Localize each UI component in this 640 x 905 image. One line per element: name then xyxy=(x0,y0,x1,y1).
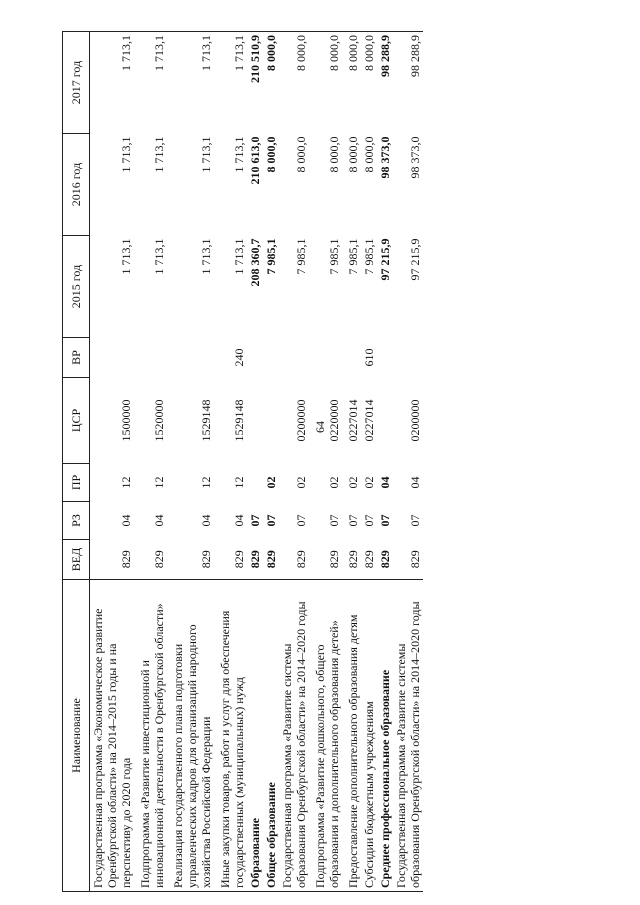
header-name: Наименование xyxy=(63,580,90,892)
cell-2015: 7 985,1 xyxy=(362,238,376,275)
table-row xyxy=(247,32,263,892)
cell-vr xyxy=(247,338,263,378)
cell-2015: 7 985,1 xyxy=(327,238,341,275)
cell-rz: 07 xyxy=(248,514,262,527)
cell-pr: 02 xyxy=(346,476,360,489)
table-row xyxy=(279,32,312,892)
cell-2017: 8 000,0 xyxy=(345,32,361,134)
cell-csr: 0227014 xyxy=(346,399,360,442)
cell-2017: 8 000,0 xyxy=(361,32,377,134)
cell-2015: 1 713,1 xyxy=(232,238,246,275)
page-number: 64 xyxy=(313,421,327,433)
cell-vr xyxy=(393,338,423,378)
table-row xyxy=(90,32,138,892)
cell-name: Субсидии бюджетным учреждениям xyxy=(361,580,377,892)
table-row xyxy=(137,32,170,892)
cell-pr: 04 xyxy=(378,476,392,489)
cell-name: Предоставление дополнительного образования детям xyxy=(345,580,361,892)
cell-vr xyxy=(312,338,345,378)
table-row xyxy=(312,32,345,892)
cell-ved: 829 xyxy=(232,550,246,569)
cell-2016: 8 000,0 xyxy=(346,136,360,173)
budget-table xyxy=(62,31,423,892)
cell-vr: 610 xyxy=(362,348,376,367)
cell-name: Иные закупки товаров, работ и услуг для обеспечения государственных (муниципальных) нужд xyxy=(217,580,247,892)
cell-2016: 8 000,0 xyxy=(294,136,308,173)
cell-2016: 8 000,0 xyxy=(327,136,341,173)
cell-pr: 02 xyxy=(264,476,278,489)
cell-pr: 12 xyxy=(152,476,166,489)
cell-csr: 1529148 xyxy=(199,399,213,442)
cell-2015: 97 215,9 xyxy=(408,238,422,281)
cell-name: Подпрограмма «Развитие дошкольного, общего образования и дополнительного образования детей» xyxy=(312,580,345,892)
header-2017: 2017 год xyxy=(63,32,90,134)
cell-ved: 829 xyxy=(119,550,133,569)
table-body xyxy=(90,32,424,892)
header-2016: 2016 год xyxy=(63,134,90,236)
cell-pr: 04 xyxy=(408,476,422,489)
cell-2017: 1 713,1 xyxy=(170,32,217,134)
cell-vr xyxy=(279,338,312,378)
cell-csr: 1529148 xyxy=(232,399,246,442)
header-vr: ВР xyxy=(63,338,90,378)
header-ved: ВЕД xyxy=(63,540,90,580)
cell-csr xyxy=(377,378,393,464)
cell-rz: 04 xyxy=(199,514,213,527)
cell-2015: 97 215,9 xyxy=(378,238,392,281)
cell-2015: 7 985,1 xyxy=(294,238,308,275)
cell-2016: 1 713,1 xyxy=(199,136,213,173)
cell-vr xyxy=(90,338,138,378)
cell-csr: 0200000 xyxy=(408,399,422,442)
cell-pr: 02 xyxy=(294,476,308,489)
cell-2015: 7 985,1 xyxy=(346,238,360,275)
cell-vr: 240 xyxy=(232,348,246,367)
cell-name: Образование xyxy=(247,580,263,892)
cell-pr xyxy=(247,464,263,502)
table-row xyxy=(345,32,361,892)
table-row xyxy=(170,32,217,892)
cell-vr xyxy=(170,338,217,378)
cell-csr: 1520000 xyxy=(152,399,166,442)
cell-vr xyxy=(345,338,361,378)
cell-ved: 829 xyxy=(378,550,392,569)
cell-pr: 12 xyxy=(232,476,246,489)
cell-2017: 8 000,0 xyxy=(263,32,279,134)
cell-2017: 98 288,9 xyxy=(393,32,423,134)
cell-name: Государственная программа «Развитие системы образования Оренбургской области» на 2014–2020 годы xyxy=(279,580,312,892)
cell-csr: 0220000 xyxy=(327,399,341,442)
cell-2016: 98 373,0 xyxy=(378,136,392,179)
cell-ved: 829 xyxy=(264,550,278,569)
cell-2015: 1 713,1 xyxy=(119,238,133,275)
cell-2017: 8 000,0 xyxy=(279,32,312,134)
cell-2017: 1 713,1 xyxy=(90,32,138,134)
cell-name: Реализация государственного плана подготовки управленческих кадров для организаций народного хозяйства Российской Федерации xyxy=(170,580,217,892)
cell-2016: 210 613,0 xyxy=(248,136,262,185)
cell-ved: 829 xyxy=(327,550,341,569)
cell-2016: 1 713,1 xyxy=(232,136,246,173)
cell-2017: 210 510,9 xyxy=(247,32,263,134)
table-row xyxy=(377,32,393,892)
cell-rz: 07 xyxy=(327,514,341,527)
cell-pr: 02 xyxy=(362,476,376,489)
cell-2015: 1 713,1 xyxy=(152,238,166,275)
cell-ved: 829 xyxy=(408,550,422,569)
cell-2016: 1 713,1 xyxy=(152,136,166,173)
table-row xyxy=(361,32,377,892)
cell-name: Государственная программа «Экономическое развитие Оренбургской области» на 2014–2015 годы и на перспективу до 2020 года xyxy=(90,580,138,892)
header-pr: ПР xyxy=(63,464,90,502)
cell-rz: 07 xyxy=(346,514,360,527)
cell-2016: 98 373,0 xyxy=(408,136,422,179)
cell-2017: 8 000,0 xyxy=(312,32,345,134)
cell-rz: 07 xyxy=(294,514,308,527)
cell-csr: 1500000 xyxy=(119,399,133,442)
cell-2017: 1 713,1 xyxy=(137,32,170,134)
cell-pr: 12 xyxy=(199,476,213,489)
cell-2016: 8 000,0 xyxy=(264,136,278,173)
cell-2015: 1 713,1 xyxy=(199,238,213,275)
cell-rz: 04 xyxy=(152,514,166,527)
cell-2016: 1 713,1 xyxy=(119,136,133,173)
cell-ved: 829 xyxy=(248,550,262,569)
cell-ved: 829 xyxy=(152,550,166,569)
cell-csr xyxy=(247,378,263,464)
cell-rz: 04 xyxy=(119,514,133,527)
cell-rz: 04 xyxy=(232,514,246,527)
cell-vr xyxy=(263,338,279,378)
header-rz: РЗ xyxy=(63,502,90,540)
cell-name: Общее образование xyxy=(263,580,279,892)
table-row xyxy=(263,32,279,892)
table-row xyxy=(217,32,247,892)
cell-rz: 07 xyxy=(362,514,376,527)
cell-pr: 02 xyxy=(327,476,341,489)
cell-csr: 0200000 xyxy=(294,399,308,442)
cell-2015: 7 985,1 xyxy=(264,238,278,275)
cell-rz: 07 xyxy=(378,514,392,527)
cell-2017: 98 288,9 xyxy=(377,32,393,134)
cell-2015: 208 360,7 xyxy=(248,238,262,287)
cell-2016: 8 000,0 xyxy=(362,136,376,173)
cell-name: Среднее профессиональное образование xyxy=(377,580,393,892)
cell-rz: 07 xyxy=(264,514,278,527)
cell-pr: 12 xyxy=(119,476,133,489)
cell-ved: 829 xyxy=(346,550,360,569)
cell-csr xyxy=(263,378,279,464)
header-2015: 2015 год xyxy=(63,236,90,338)
cell-ved: 829 xyxy=(199,550,213,569)
table-row xyxy=(393,32,423,892)
cell-name: Государственная программа «Развитие системы образования Оренбургской области» на 2014–2020 годы xyxy=(393,580,423,892)
cell-name: Подпрограмма «Развитие инвестиционной и инновационной деятельности в Оренбургской области» xyxy=(137,580,170,892)
cell-ved: 829 xyxy=(294,550,308,569)
cell-vr xyxy=(137,338,170,378)
header-csr: ЦСР xyxy=(63,378,90,464)
rotated-page-content xyxy=(62,32,624,892)
cell-2017: 1 713,1 xyxy=(217,32,247,134)
cell-vr xyxy=(377,338,393,378)
cell-csr: 0227014 xyxy=(362,399,376,442)
cell-ved: 829 xyxy=(362,550,376,569)
table-header-row xyxy=(63,32,90,892)
cell-rz: 07 xyxy=(408,514,422,527)
